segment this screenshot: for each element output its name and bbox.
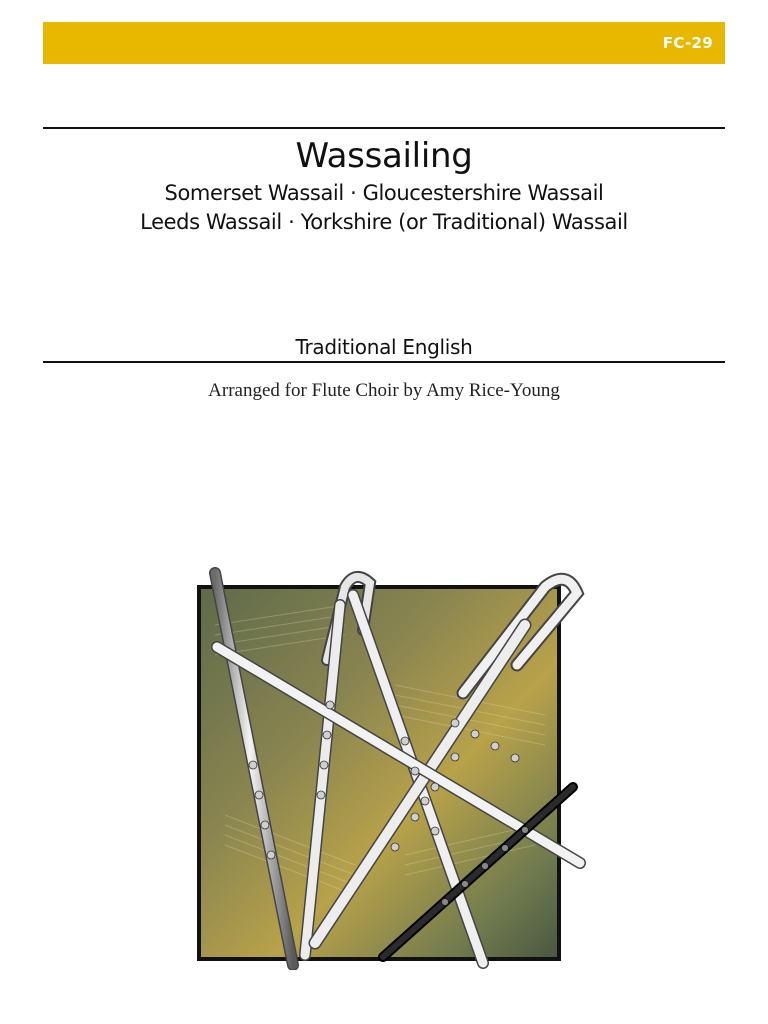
subtitle-line-2: Leeds Wassail · Yorkshire (or Traditional) Wassail bbox=[140, 210, 628, 234]
page-title: Wassailing bbox=[295, 136, 473, 176]
bottom-divider bbox=[43, 361, 725, 363]
catalog-code: FC-29 bbox=[662, 34, 713, 52]
flute-artwork bbox=[195, 565, 590, 970]
arranger-credit: Arranged for Flute Choir by Amy Rice-Young bbox=[208, 380, 560, 401]
top-divider bbox=[43, 127, 725, 129]
composer: Traditional English bbox=[295, 335, 473, 359]
header-bar bbox=[43, 22, 725, 64]
subtitle-line-1: Somerset Wassail · Gloucestershire Wassail bbox=[164, 181, 604, 205]
